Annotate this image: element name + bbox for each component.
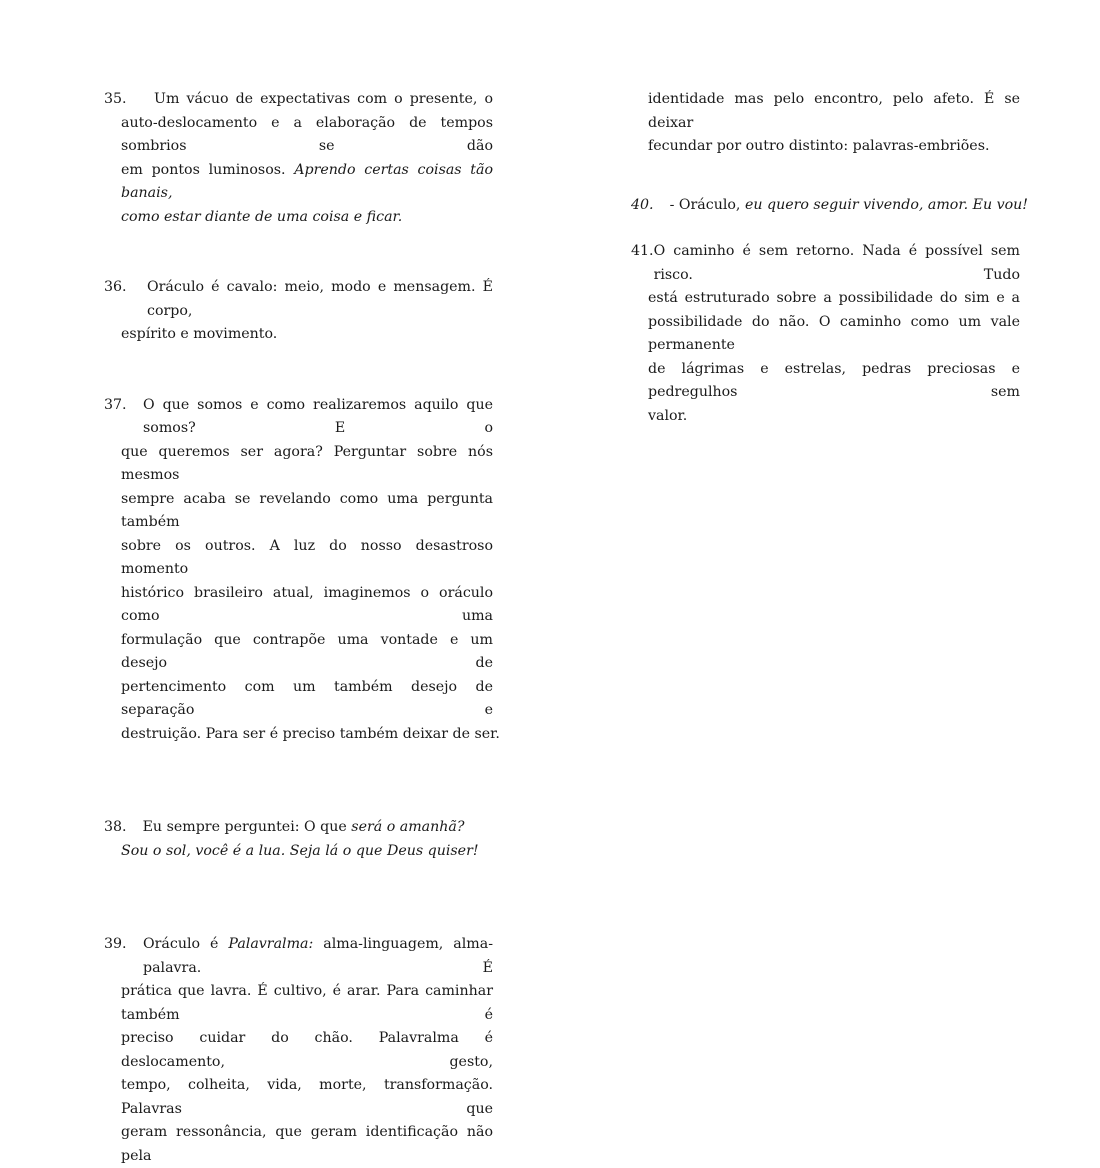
paragraph-text-part: Oráculo é (143, 936, 229, 952)
paragraph-italic-text: será o amanhã? (351, 819, 465, 835)
paragraph-italic-text: Palavralma: (228, 936, 314, 952)
paragraph-41-line-4: de lágrimas e estrelas, pedras preciosas e pedregulhos sem (648, 360, 1020, 400)
paragraph-37-line-7: pertencimento com um também desejo de separação e (121, 678, 493, 718)
paragraph-36 (104, 276, 493, 347)
paragraph-41-line-2: está estruturado sobre a possibilidade do sim e a (648, 290, 1020, 306)
paragraph-italic-text: Aprendo certas coisas tão banais, (121, 161, 494, 201)
paragraph-number: 41. (631, 243, 654, 259)
paragraph-40-line-1 (631, 194, 1028, 218)
paragraph-text: O caminho é sem retorno. Nada é possível sem risco. Tudo (653, 243, 1020, 283)
paragraph-text (143, 933, 493, 980)
paragraph-39-line-2: prática que lavra. É cultivo, é arar. Para caminhar também é (121, 983, 493, 1023)
paragraph-text: - Oráculo, (669, 196, 745, 213)
paragraph-35-line-3 (104, 159, 493, 206)
right-column (631, 88, 1028, 428)
paragraph-39-continued (631, 88, 1020, 159)
paragraph-number: 39. (104, 936, 127, 952)
paragraph-35-line-2: auto-deslocamento e a elaboração de tempos sombrios se dão (121, 114, 493, 154)
paragraph-italic-text: como estar diante de uma coisa e ficar. (121, 208, 403, 225)
paragraph-39-line-5: geram ressonância, que geram identificação não pela (121, 1124, 493, 1164)
paragraph-38-line-1 (104, 816, 493, 840)
paragraph-35-line-4 (104, 206, 493, 230)
paragraph-number: 37. (104, 396, 127, 413)
paragraph-36-line-1 (104, 276, 493, 323)
paragraph-40 (631, 194, 1028, 218)
paragraph-37-line-1 (104, 394, 493, 441)
paragraph-number: 38. (104, 819, 127, 835)
paragraph-number: 40. (631, 196, 654, 213)
paragraph-41-line-5: valor. (648, 407, 688, 424)
paragraph-35-line-1 (104, 88, 493, 112)
paragraph-number: 36. (104, 279, 127, 295)
paragraph-text-part: alma-linguagem, alma-palavra. É (143, 936, 493, 976)
paragraph-italic-text: Sou o sol, você é a lua. Seja lá o que Deus quiser! (121, 842, 479, 859)
paragraph-36-line-2: espírito e movimento. (121, 326, 278, 342)
paragraph-italic-text: eu quero seguir vivendo, amor. Eu vou! (744, 196, 1028, 213)
paragraph-39-continued-line-2: fecundar por outro distinto: palavras-embriões. (648, 138, 990, 154)
paragraph-38-line-2 (104, 840, 493, 864)
paragraph-number: 35. (104, 91, 127, 107)
paragraph-text: Um vácuo de expectativas com o presente, o (154, 91, 493, 107)
paragraph-41 (631, 240, 1020, 428)
paragraph-39-line-4: tempo, colheita, vida, morte, transformação. Palavras que (121, 1077, 493, 1117)
paragraph-37-line-5: histórico brasileiro atual, imaginemos o oráculo como uma (121, 584, 493, 624)
paragraph-39-line-3: preciso cuidar do chão. Palavralma é deslocamento, gesto, (121, 1030, 493, 1070)
paragraph-38 (104, 816, 493, 863)
paragraph-37-line-6: formulação que contrapõe uma vontade e um desejo de (121, 631, 493, 671)
paragraph-41-line-3: possibilidade do não. O caminho como um vale permanente (648, 313, 1020, 353)
paragraph-35 (104, 88, 493, 229)
paragraph-37-line-4: sobre os outros. A luz do nosso desastroso momento (121, 537, 493, 577)
paragraph-text: em pontos luminosos. (121, 161, 295, 178)
paragraph-37-line-2: que queremos ser agora? Perguntar sobre nós mesmos (121, 443, 493, 483)
paragraph-text: O que somos e como realizaremos aquilo que somos? E o (143, 396, 493, 436)
paragraph-37-line-3: sempre acaba se revelando como uma pergunta também (121, 490, 493, 530)
paragraph-text: Oráculo é cavalo: meio, modo e mensagem. É corpo, (147, 279, 493, 319)
paragraph-39-line-1 (104, 933, 493, 980)
paragraph-39 (104, 933, 493, 1168)
paragraph-text: Eu sempre perguntei: O que (142, 819, 352, 835)
paragraph-37 (104, 394, 500, 747)
left-column (104, 88, 500, 1168)
paragraph-39-continued-line-1: identidade mas pelo encontro, pelo afeto. É se deixar (648, 91, 1020, 131)
paragraph-41-line-1 (631, 240, 1020, 287)
paragraph-37-line-8: destruição. Para ser é preciso também deixar de ser. (121, 725, 500, 742)
